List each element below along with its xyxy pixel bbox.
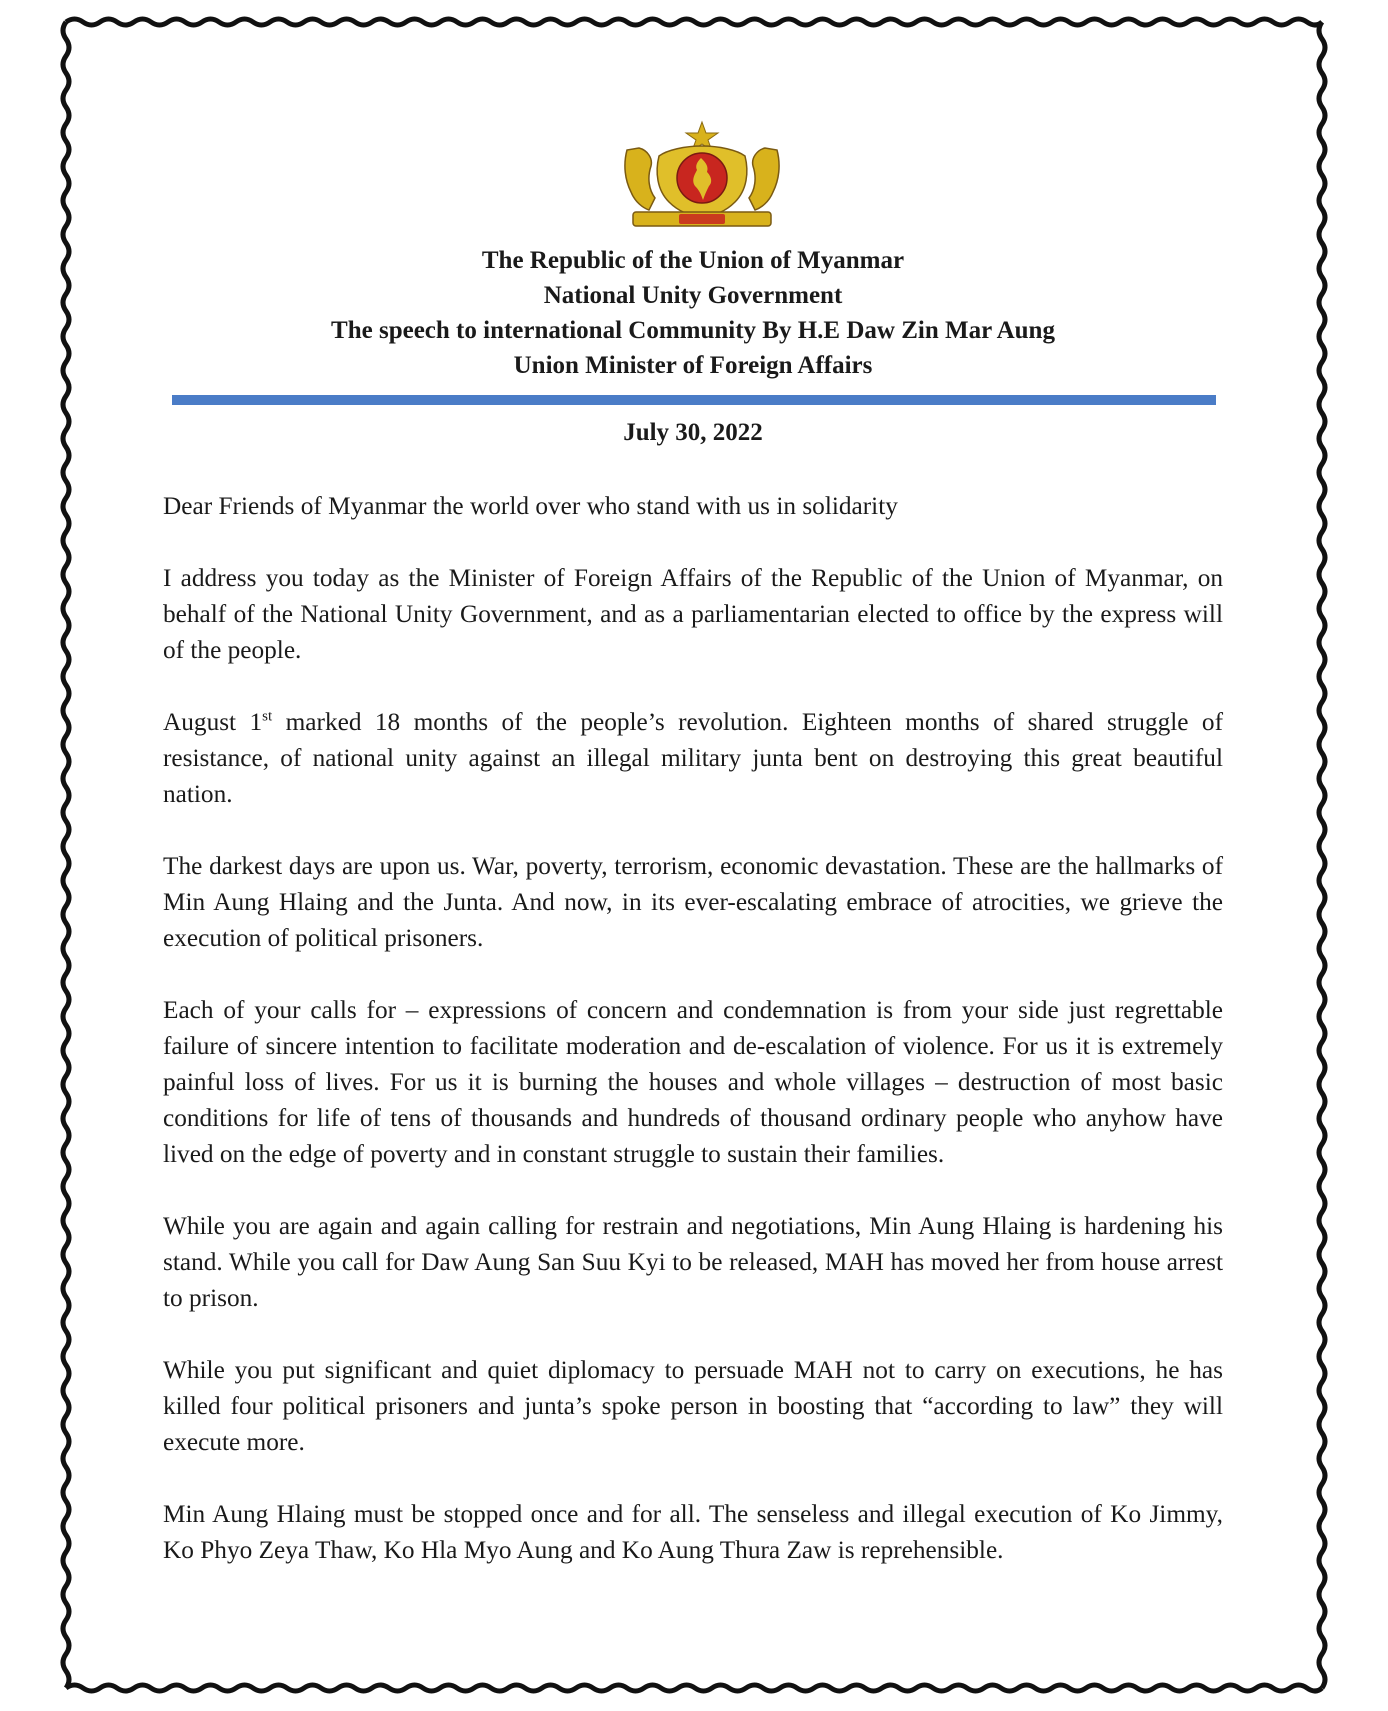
paragraph-7: Min Aung Hlaing must be stopped once and for all. The senseless and illegal execution of Ko Jimmy, Ko Phyo Zeya Thaw, Ko Hla Myo Aung and Ko Aung Thura Zaw is reprehensible. [163,1500,1223,1564]
paragraph-3: The darkest days are upon us. War, poverty, terrorism, economic devastation. These are the hallmarks of Min Aung Hlaing and the Junta. And now, in its ever-escalating embrace of atrocities, we grieve the execution of political prisoners. [163,852,1223,952]
paragraph-4: Each of your calls for – expressions of concern and condemnation is from your side just regrettable failure of sincere intention to facilitate moderation and de-escalation of violence. For us it is extremely painful loss of lives. For us it is burning the houses and whole villages – destruction of most basic conditions for life of tens of thousands and hundreds of thousand ordinary people who anyhow have lived on the edge of poverty and in constant struggle to sustain their families. [163,996,1223,1168]
paragraph-1: I address you today as the Minister of Foreign Affairs of the Republic of the Union of Myanmar, on behalf of the National Unity Government, and as a parliamentarian elected to office by the express will of the people. [163,564,1223,664]
salutation: Dear Friends of Myanmar the world over who stand with us in solidarity [163,492,898,520]
paragraph-2-text: marked 18 months of the people’s revolution. Eighteen months of shared struggle of resistance, of national unity against an illegal military junta bent on destroying this great beautiful nation. [163,708,1224,808]
emblem-left-lion [625,148,655,210]
speech-body [163,488,1223,1604]
document-header [163,243,1223,383]
header-republic-title: The Republic of the Union of Myanmar [481,247,905,274]
border-top-edge [66,19,1322,25]
paragraph-6: While you put significant and quiet diplomacy to persuade MAH not to carry on executions, he has killed four political prisoners and junta’s spoke person in boosting that “according to law” they will execute more. [163,1356,1223,1456]
emblem-scroll-banner [679,214,725,224]
header-speech-title: The speech to international Community By H.E Daw Zin Mar Aung [331,317,1055,344]
paragraph-2-ordinal: st [262,708,273,725]
header-divider-rule [172,395,1216,405]
border-right-edge [1319,22,1325,1688]
state-emblem-seal [619,120,785,232]
border-bottom-edge [66,1685,1322,1691]
header-government-name: National Unity Government [543,282,843,309]
paragraph-5: While you are again and again calling for restrain and negotiations, Min Aung Hlaing is hardening his stand. While you call for Daw Aung San Suu Kyi to be released, MAH has moved her from house arrest to prison. [163,1212,1223,1312]
document-date: July 30, 2022 [623,419,763,446]
border-left-edge [63,22,69,1688]
header-minister-title: Union Minister of Foreign Affairs [513,352,873,379]
emblem-right-lion [749,148,779,210]
paragraph-2 [163,704,1223,812]
paragraph-2-date: August 1 [163,708,263,736]
